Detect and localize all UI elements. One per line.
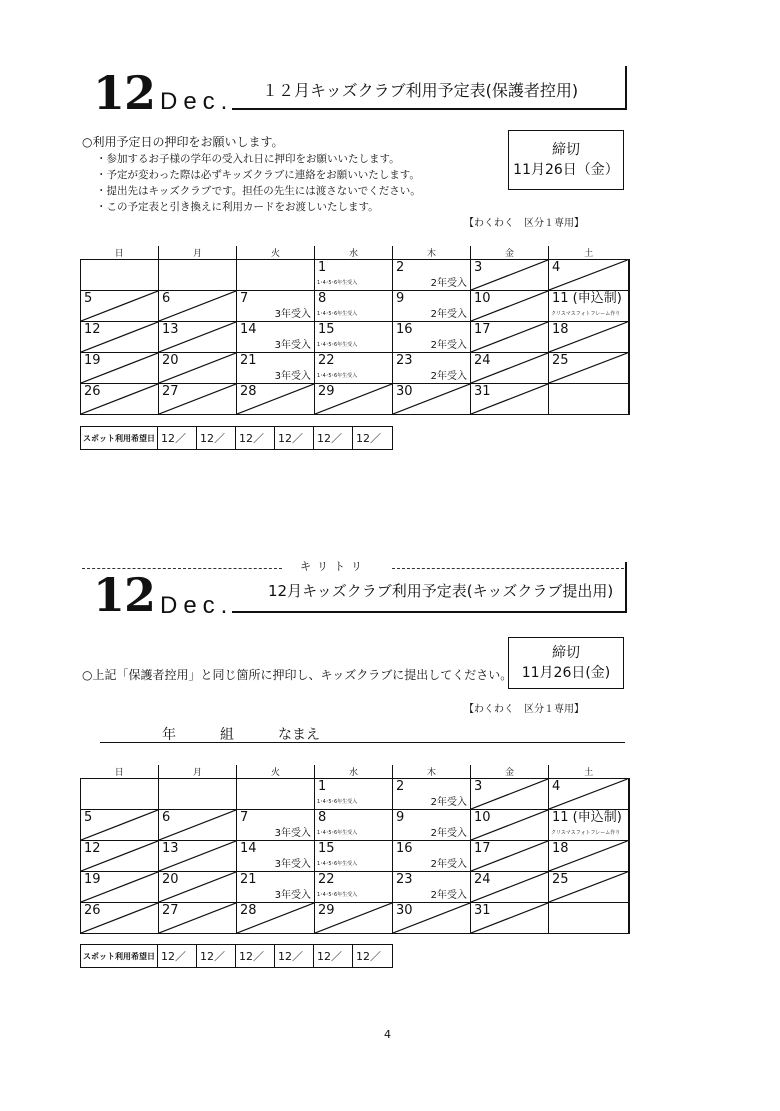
calendar-day-cell[interactable]	[393, 322, 471, 353]
calendar-day-cell[interactable]	[549, 384, 629, 415]
spot-table	[80, 426, 393, 450]
day-number: 26	[84, 903, 101, 918]
day-number: 19	[84, 353, 101, 368]
day-number: 27	[162, 384, 179, 399]
calendar-day-cell[interactable]	[471, 872, 549, 903]
calendar-day-cell[interactable]	[471, 841, 549, 872]
day-note: 2年受入	[430, 828, 467, 839]
calendar-day-cell[interactable]	[159, 903, 237, 934]
day-note: 1･4･5･6年生受入	[317, 861, 358, 867]
day-number: 15	[318, 322, 335, 337]
calendar-day-cell[interactable]	[159, 872, 237, 903]
calendar-day-cell[interactable]	[237, 903, 315, 934]
calendar-day-cell[interactable]	[315, 353, 393, 384]
day-note: 1･4･5･6年生受入	[317, 342, 358, 348]
day-number: 25	[552, 353, 569, 368]
calendar-day-cell[interactable]	[81, 384, 159, 415]
name-underline	[100, 742, 625, 743]
calendar-day-cell[interactable]	[315, 291, 393, 322]
spot-date-field[interactable]: 12／	[314, 427, 353, 450]
day-number: 17	[474, 841, 491, 856]
spot-date-field[interactable]: 12／	[158, 427, 197, 450]
calendar-day-cell[interactable]	[81, 260, 159, 291]
day-number: 11 (申込制)	[552, 291, 622, 306]
spot-date-field[interactable]: 12／	[197, 945, 236, 968]
month-abbr: Dec.	[160, 592, 234, 619]
calendar-day-cell[interactable]	[471, 384, 549, 415]
day-number: 2	[396, 779, 405, 794]
day-number: 16	[396, 322, 413, 337]
day-note: 1･4･5･6年生受入	[317, 799, 358, 805]
calendar-day-cell[interactable]	[549, 779, 629, 810]
category-label: 【わくわく 区分１専用】	[464, 218, 584, 229]
title-underline	[232, 611, 627, 613]
day-number: 10	[474, 810, 491, 825]
calendar-day-cell[interactable]	[237, 810, 315, 841]
day-number: 29	[318, 384, 335, 399]
calendar-day-cell[interactable]	[393, 291, 471, 322]
day-number: 21	[240, 872, 257, 887]
weekday-header: 月	[159, 246, 237, 260]
calendar-day-cell[interactable]	[393, 384, 471, 415]
unavailable-slash	[159, 291, 236, 321]
calendar-day-cell[interactable]	[159, 841, 237, 872]
spot-date-field[interactable]: 12／	[275, 427, 314, 450]
spot-date-field[interactable]: 12／	[236, 427, 275, 450]
calendar-day-cell[interactable]	[237, 872, 315, 903]
bullet-4: ・この予定表と引き換えに利用カードをお渡しいたします。	[96, 201, 379, 213]
calendar-day-cell[interactable]	[159, 779, 237, 810]
calendar-week-row	[81, 260, 629, 291]
day-number: 30	[396, 384, 413, 399]
bullet-3: ・提出先はキッズクラブです。担任の先生には渡さないでください。	[96, 185, 421, 197]
calendar-day-cell[interactable]	[393, 353, 471, 384]
calendar-day-cell[interactable]	[159, 384, 237, 415]
day-number: 18	[552, 841, 569, 856]
calendar-day-cell[interactable]	[159, 260, 237, 291]
day-number: 21	[240, 353, 257, 368]
year-field-label: 年	[162, 727, 176, 743]
day-number: 8	[318, 291, 327, 306]
calendar-week-row	[81, 322, 629, 353]
calendar-day-cell[interactable]	[393, 260, 471, 291]
day-note: 3年受入	[274, 340, 311, 351]
calendar-day-cell[interactable]	[81, 291, 159, 322]
title-bar	[625, 66, 627, 110]
day-number: 31	[474, 903, 491, 918]
day-number: 12	[84, 322, 101, 337]
day-number: 28	[240, 903, 257, 918]
class-field-label: 組	[220, 727, 234, 743]
day-number: 1	[318, 260, 327, 275]
category-label: 【わくわく 区分１専用】	[464, 704, 584, 715]
weekday-header: 日	[81, 765, 159, 779]
calendar-day-cell[interactable]	[237, 779, 315, 810]
day-number: 31	[474, 384, 491, 399]
calendar-table	[80, 246, 630, 415]
calendar-day-cell[interactable]	[549, 903, 629, 934]
day-note: 2年受入	[430, 278, 467, 289]
calendar-day-cell[interactable]	[471, 322, 549, 353]
calendar-day-cell[interactable]	[237, 353, 315, 384]
calendar-day-cell[interactable]	[81, 841, 159, 872]
day-note: 1･4･5･6年生受入	[317, 892, 358, 898]
calendar-day-cell[interactable]	[81, 872, 159, 903]
day-number: 23	[396, 872, 413, 887]
calendar-day-cell[interactable]	[471, 810, 549, 841]
calendar-day-cell[interactable]	[315, 322, 393, 353]
day-number: 6	[162, 291, 171, 306]
lead-note: ○利用予定日の押印をお願いします。	[82, 135, 284, 149]
day-note: 2年受入	[430, 859, 467, 870]
day-number: 5	[84, 291, 93, 306]
day-note: 3年受入	[274, 890, 311, 901]
spot-date-field[interactable]: 12／	[197, 427, 236, 450]
bullet-1: ・参加するお子様の学年の受入れ日に押印をお願いいたします。	[96, 153, 400, 165]
calendar-day-cell[interactable]	[81, 322, 159, 353]
calendar-day-cell[interactable]	[315, 903, 393, 934]
day-number: 3	[474, 779, 483, 794]
day-number: 18	[552, 322, 569, 337]
day-number: 28	[240, 384, 257, 399]
weekday-header: 日	[81, 246, 159, 260]
day-number: 20	[162, 353, 179, 368]
day-note: 2年受入	[430, 309, 467, 320]
day-note: 3年受入	[274, 371, 311, 382]
calendar-day-cell[interactable]	[237, 291, 315, 322]
calendar-day-cell[interactable]	[471, 779, 549, 810]
deadline-date: 11月26日(金)	[521, 665, 611, 681]
day-number: 24	[474, 353, 491, 368]
day-number: 9	[396, 291, 405, 306]
unavailable-slash	[471, 779, 548, 809]
day-number: 23	[396, 353, 413, 368]
calendar-day-cell[interactable]	[549, 322, 629, 353]
calendar-day-cell[interactable]	[81, 810, 159, 841]
day-number: 10	[474, 291, 491, 306]
day-number: 24	[474, 872, 491, 887]
weekday-header: 木	[393, 765, 471, 779]
day-number: 4	[552, 779, 561, 794]
day-number: 5	[84, 810, 93, 825]
weekday-header: 木	[393, 246, 471, 260]
weekday-header: 土	[549, 246, 629, 260]
day-note: 1･4･5･6年生受入	[317, 311, 358, 317]
calendar-day-cell[interactable]	[315, 779, 393, 810]
title-bar	[625, 562, 627, 613]
cut-line-right	[392, 568, 624, 569]
calendar-week-row	[81, 353, 629, 384]
calendar-day-cell[interactable]	[159, 291, 237, 322]
day-number: 29	[318, 903, 335, 918]
day-note: 1･4･5･6年生受入	[317, 830, 358, 836]
day-note: 2年受入	[430, 371, 467, 382]
calendar-day-cell[interactable]	[81, 779, 159, 810]
calendar-table	[80, 765, 630, 934]
day-number: 17	[474, 322, 491, 337]
day-number: 7	[240, 291, 249, 306]
day-note: 1･4･5･6年生受入	[317, 280, 358, 286]
weekday-header: 月	[159, 765, 237, 779]
day-number: 1	[318, 779, 327, 794]
spot-table	[80, 944, 393, 968]
calendar-day-cell[interactable]	[315, 260, 393, 291]
day-number: 30	[396, 903, 413, 918]
deadline-date: 11月26日（金）	[513, 162, 619, 178]
day-number: 27	[162, 903, 179, 918]
unavailable-slash	[81, 291, 158, 321]
weekday-header: 金	[471, 765, 549, 779]
calendar-day-cell[interactable]	[237, 260, 315, 291]
calendar-day-cell[interactable]	[549, 810, 629, 841]
calendar-week-row	[81, 841, 629, 872]
day-number: 4	[552, 260, 561, 275]
month-number: 12	[93, 66, 156, 120]
month-number: 12	[93, 568, 156, 622]
bullet-2: ・予定が変わった際は必ずキッズクラブに連絡をお願いいたします。	[96, 169, 420, 181]
day-note: クリスマスフォトフレーム作り	[551, 311, 621, 317]
day-number: 25	[552, 872, 569, 887]
spot-date-field[interactable]: 12／	[158, 945, 197, 968]
title-underline	[232, 108, 627, 110]
day-note: 2年受入	[430, 340, 467, 351]
calendar-week-row	[81, 291, 629, 322]
day-number: 13	[162, 322, 179, 337]
unavailable-slash	[549, 779, 628, 809]
calendar-day-cell[interactable]	[315, 841, 393, 872]
page-title: １２月キッズクラブ利用予定表(保護者控用)	[262, 81, 579, 100]
calendar-day-cell[interactable]	[393, 810, 471, 841]
calendar-day-cell[interactable]	[471, 353, 549, 384]
calendar-day-cell[interactable]	[471, 291, 549, 322]
calendar-day-cell[interactable]	[315, 384, 393, 415]
day-number: 26	[84, 384, 101, 399]
page-number: 4	[384, 1028, 391, 1041]
day-number: 12	[84, 841, 101, 856]
day-note: 2年受入	[430, 890, 467, 901]
weekday-header: 水	[315, 765, 393, 779]
day-number: 8	[318, 810, 327, 825]
day-number: 3	[474, 260, 483, 275]
calendar-day-cell[interactable]	[393, 779, 471, 810]
name-field-label: なまえ	[278, 727, 320, 743]
unavailable-slash	[81, 810, 158, 840]
day-note: 1･4･5･6年生受入	[317, 373, 358, 379]
calendar-day-cell[interactable]	[159, 810, 237, 841]
spot-label: スポット利用希望日	[81, 945, 158, 968]
calendar-day-cell[interactable]	[81, 903, 159, 934]
spot-date-field[interactable]: 12／	[275, 945, 314, 968]
calendar-day-cell[interactable]	[393, 872, 471, 903]
day-number: 11 (申込制)	[552, 810, 622, 825]
day-number: 20	[162, 872, 179, 887]
calendar-week-row	[81, 903, 629, 934]
calendar-day-cell[interactable]	[237, 322, 315, 353]
day-note: 2年受入	[430, 797, 467, 808]
calendar-day-cell[interactable]	[159, 353, 237, 384]
calendar-day-cell[interactable]	[549, 841, 629, 872]
calendar-day-cell[interactable]	[549, 872, 629, 903]
weekday-header: 土	[549, 765, 629, 779]
day-number: 22	[318, 872, 335, 887]
day-number: 16	[396, 841, 413, 856]
deadline-box	[508, 130, 624, 190]
deadline-label: 締切	[552, 645, 580, 661]
month-abbr: Dec.	[160, 88, 234, 115]
day-number: 22	[318, 353, 335, 368]
calendar-day-cell[interactable]	[393, 841, 471, 872]
day-note: 3年受入	[274, 828, 311, 839]
day-number: 6	[162, 810, 171, 825]
calendar-day-cell[interactable]	[471, 903, 549, 934]
calendar-week-row	[81, 872, 629, 903]
day-number: 2	[396, 260, 405, 275]
calendar-week-row	[81, 779, 629, 810]
weekday-header: 水	[315, 246, 393, 260]
spot-date-field[interactable]: 12／	[353, 427, 393, 450]
day-note: クリスマスフォトフレーム作り	[551, 830, 621, 836]
cut-label: キリトリ	[300, 560, 368, 573]
deadline-box	[508, 637, 624, 689]
weekday-header: 火	[237, 765, 315, 779]
calendar-week-row	[81, 384, 629, 415]
submit-note: ○上記「保護者控用」と同じ箇所に押印し、キッズクラブに提出してください。	[82, 668, 513, 682]
day-number: 7	[240, 810, 249, 825]
calendar-day-cell[interactable]	[549, 260, 629, 291]
day-number: 14	[240, 841, 257, 856]
day-note: 3年受入	[274, 309, 311, 320]
unavailable-slash	[471, 260, 548, 290]
day-note: 3年受入	[274, 859, 311, 870]
day-number: 19	[84, 872, 101, 887]
calendar-day-cell[interactable]	[81, 353, 159, 384]
calendar-day-cell[interactable]	[549, 291, 629, 322]
spot-date-field[interactable]: 12／	[353, 945, 393, 968]
day-number: 9	[396, 810, 405, 825]
calendar-day-cell[interactable]	[549, 353, 629, 384]
calendar-day-cell[interactable]	[471, 260, 549, 291]
unavailable-slash	[549, 260, 628, 290]
spot-date-field[interactable]: 12／	[314, 945, 353, 968]
weekday-header: 火	[237, 246, 315, 260]
day-number: 13	[162, 841, 179, 856]
calendar-day-cell[interactable]	[315, 810, 393, 841]
spot-date-field[interactable]: 12／	[236, 945, 275, 968]
calendar-day-cell[interactable]	[159, 322, 237, 353]
weekday-header: 金	[471, 246, 549, 260]
day-number: 15	[318, 841, 335, 856]
deadline-label: 締切	[552, 142, 580, 158]
unavailable-slash	[159, 810, 236, 840]
calendar-day-cell[interactable]	[393, 903, 471, 934]
page-title: 12月キッズクラブ利用予定表(キッズクラブ提出用)	[268, 582, 614, 600]
calendar-day-cell[interactable]	[237, 384, 315, 415]
calendar-day-cell[interactable]	[315, 872, 393, 903]
calendar-day-cell[interactable]	[237, 841, 315, 872]
day-number: 14	[240, 322, 257, 337]
spot-label: スポット利用希望日	[81, 427, 158, 450]
calendar-week-row	[81, 810, 629, 841]
